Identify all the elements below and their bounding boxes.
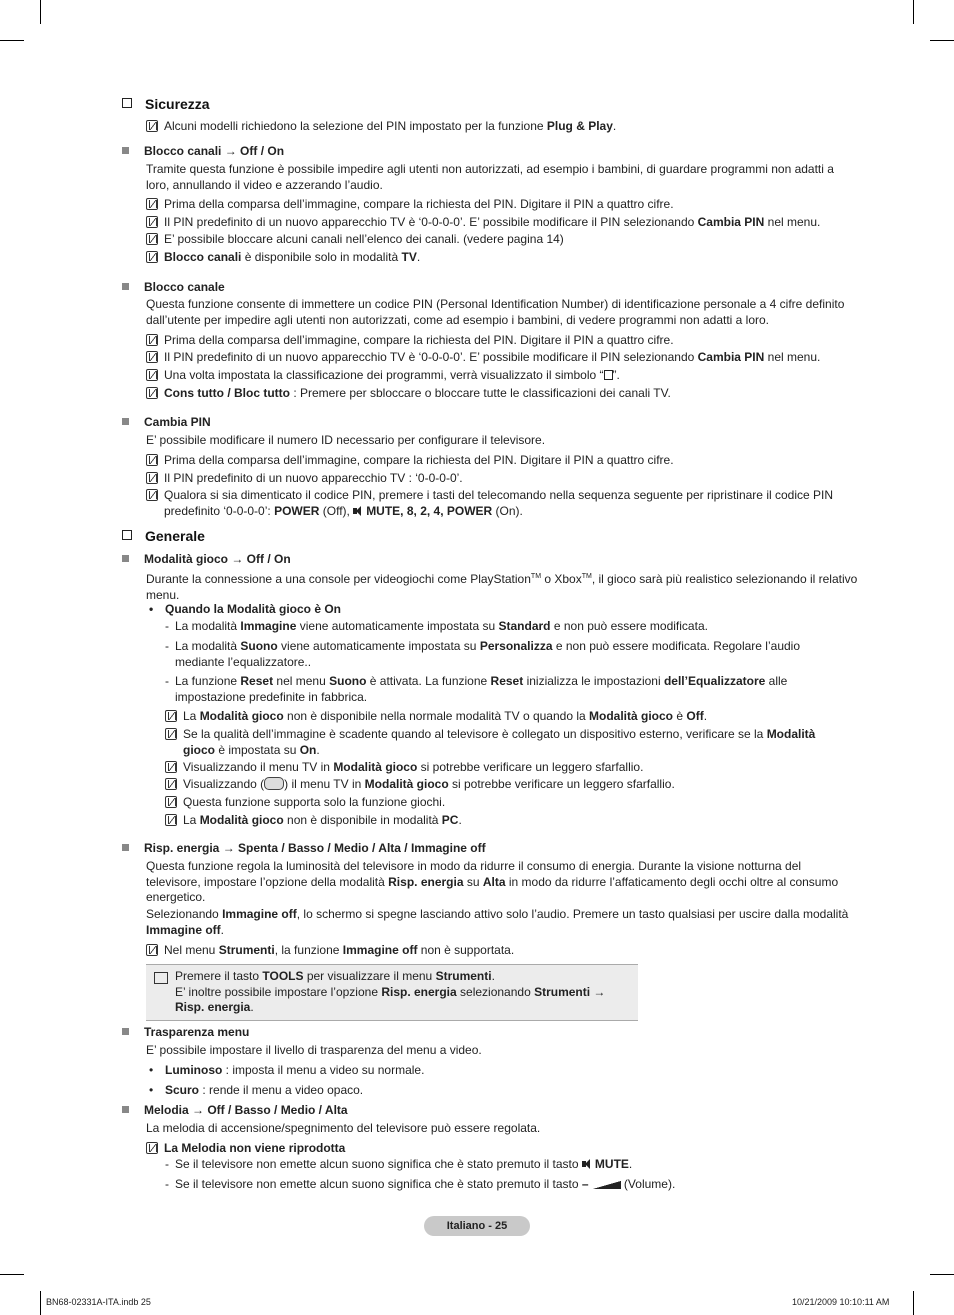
note: Alcuni modelli richiedono la selezione del PIN impostato per la funzione Plug & Play. bbox=[146, 119, 858, 135]
note: Qualora si sia dimenticato il codice PIN, premere i tasti del telecomando nella sequenza seguente per ripristinare il codice PIN predefinito ‘0-0-0-0’: POWER (Off), MUTE, 8, 2, 4, POWER (On). bbox=[146, 488, 858, 519]
tools-tip-text: Premere il tasto TOOLS per visualizzare il menu Strumenti. E’ inoltre possibile impostare l’opzione Risp. energia selezionando Strumenti → Risp. energia. bbox=[175, 969, 606, 1015]
note-icon bbox=[165, 814, 177, 826]
description: La melodia di accensione/spegnimento del televisore può essere regolata. bbox=[146, 1121, 541, 1135]
subsection-title-cambia-pin: Cambia PIN bbox=[122, 415, 211, 430]
crop-mark bbox=[40, 1291, 41, 1315]
note-icon bbox=[146, 1142, 158, 1154]
crop-mark bbox=[930, 1274, 954, 1275]
dash-item: - Se il televisore non emette alcun suono significa che è stato premuto il tasto – (Volume). bbox=[165, 1177, 845, 1193]
note-icon bbox=[165, 796, 177, 808]
dash-item: - La funzione Reset nel menu Suono è attivata. La funzione Reset inizializza le impostazioni dell’Equalizzatore alle impostazione predefinite in fabbrica. bbox=[165, 674, 845, 705]
note-icon bbox=[146, 334, 158, 346]
note-icon bbox=[146, 216, 158, 228]
bullet-item: • Quando la Modalità gioco è On bbox=[149, 602, 849, 618]
note: Il PIN predefinito di un nuovo apparecchio TV è ‘0-0-0-0’. E’ possibile modificare il PIN selezionando Cambia PIN nel menu. bbox=[146, 350, 858, 366]
note-icon bbox=[165, 728, 177, 740]
description: Questa funzione regola la luminosità del televisore in modo da ridurre il consumo di energia. Durante la visione notturna del televisore, impostare l’opzione della modalità Risp. energia su Alta in modo da ridurre l’affaticamento degli occhi oltre al consumo energetico. bbox=[146, 859, 839, 905]
crop-mark bbox=[913, 0, 914, 24]
note: La Melodia non viene riprodotta bbox=[146, 1141, 858, 1157]
subsection-title-modalita-gioco: Modalità gioco → Off / On bbox=[122, 552, 291, 567]
lock-icon bbox=[604, 370, 613, 380]
note-icon bbox=[146, 454, 158, 466]
dash-item: - Se il televisore non emette alcun suono significa che è stato premuto il tasto MUTE. bbox=[165, 1157, 845, 1173]
print-datetime: 10/21/2009 10:10:11 AM bbox=[792, 1297, 890, 1307]
note: E’ possibile bloccare alcuni canali nell’elenco dei canali. (vedere pagina 14) bbox=[146, 232, 858, 248]
note: Il PIN predefinito di un nuovo apparecchio TV è ‘0-0-0-0’. E’ possibile modificare il PIN selezionando Cambia PIN nel menu. bbox=[146, 215, 858, 231]
volume-icon bbox=[593, 1181, 621, 1189]
note-icon bbox=[146, 369, 158, 381]
tools-tip-box bbox=[146, 964, 638, 1021]
dash-item: - La modalità Suono viene automaticamente impostata su Personalizza e non può essere modificata. Regolare l’audio mediante l’equalizzatore.. bbox=[165, 639, 845, 670]
page-number: Italiano - 25 bbox=[424, 1216, 530, 1236]
note-icon bbox=[146, 489, 158, 501]
note-icon bbox=[146, 944, 158, 956]
subsection-title-blocco-canali: Blocco canali → Off / On bbox=[122, 144, 284, 159]
note: Questa funzione supporta solo la funzione giochi. bbox=[165, 795, 845, 811]
bullet-item: • Scuro : rende il menu a video opaco. bbox=[149, 1083, 849, 1099]
description: Tramite questa funzione è possibile impedire agli utenti non autorizzati, ad esempio i bambini, di guardare programmi non adatti a loro, annullando il video e azzerando l’audio. bbox=[146, 162, 834, 192]
note: La Modalità gioco non è disponibile in modalità PC. bbox=[165, 813, 845, 829]
note: Prima della comparsa dell’immagine, compare la richiesta del PIN. Digitare il PIN a quattro cifre. bbox=[146, 197, 858, 213]
note-icon bbox=[146, 351, 158, 363]
note-icon bbox=[146, 198, 158, 210]
note: Blocco canali è disponibile solo in modalità TV. bbox=[146, 250, 858, 266]
description: E’ possibile impostare il livello di trasparenza del menu a video. bbox=[146, 1043, 482, 1057]
note-icon bbox=[165, 710, 177, 722]
crop-mark bbox=[40, 0, 41, 24]
subsection-title-trasparenza: Trasparenza menu bbox=[122, 1025, 249, 1040]
section-title-sicurezza: Sicurezza bbox=[122, 95, 210, 113]
note: Prima della comparsa dell’immagine, compare la richiesta del PIN. Digitare il PIN a quattro cifre. bbox=[146, 453, 858, 469]
crop-mark bbox=[0, 1274, 24, 1275]
description: E’ possibile modificare il numero ID necessario per configurare il televisore. bbox=[146, 433, 546, 447]
note: Prima della comparsa dell’immagine, compare la richiesta del PIN. Digitare il PIN a quattro cifre. bbox=[146, 333, 858, 349]
note: Visualizzando ( ) il menu TV in Modalità gioco si potrebbe verificare un leggero sfarfallio. bbox=[165, 777, 845, 793]
note: Nel menu Strumenti, la funzione Immagine off non è supportata. bbox=[146, 943, 858, 959]
file-info: BN68-02331A-ITA.indb 25 bbox=[46, 1297, 151, 1307]
note-icon bbox=[146, 120, 158, 132]
note-icon bbox=[165, 761, 177, 773]
bullet-item: • Luminoso : imposta il menu a video su normale. bbox=[149, 1063, 849, 1079]
note: Visualizzando il menu TV in Modalità gioco si potrebbe verificare un leggero sfarfallio. bbox=[165, 760, 845, 776]
note-icon bbox=[146, 233, 158, 245]
subsection-title-risp-energia: Risp. energia → Spenta / Basso / Medio / Alta / Immagine off bbox=[122, 841, 486, 856]
crop-mark bbox=[930, 40, 954, 41]
note: Se la qualità dell’immagine è scadente quando al televisore è collegato un dispositivo esterno, verificare se la Modalità gioco è impostata su On. bbox=[165, 727, 845, 758]
description: Questa funzione consente di immettere un codice PIN (Personal Identification Number) di identificazione personale a 4 cifre definito dall’utente per impedire agli utenti non autorizzati, come ad esempio i bambini, di vedere programmi non adatti a loro. bbox=[146, 297, 845, 327]
note-icon bbox=[146, 387, 158, 399]
note: La Modalità gioco non è disponibile nella normale modalità TV o quando la Modalità gioco è Off. bbox=[165, 709, 845, 725]
dash-item: - La modalità Immagine viene automaticamente impostata su Standard e non può essere modificata. bbox=[165, 619, 845, 635]
section-title-generale: Generale bbox=[122, 527, 205, 545]
note: Il PIN predefinito di un nuovo apparecchio TV : ‘0-0-0-0’. bbox=[146, 471, 858, 487]
subsection-title-blocco-canale: Blocco canale bbox=[122, 280, 225, 295]
description: Selezionando Immagine off, lo schermo si spegne lasciando attivo solo l’audio. Premere un tasto qualsiasi per uscire dalla modalità Immagine off. bbox=[146, 907, 849, 937]
gamepad-icon bbox=[264, 777, 284, 790]
subsection-title-melodia: Melodia → Off / Basso / Medio / Alta bbox=[122, 1103, 348, 1118]
crop-mark bbox=[913, 1291, 914, 1315]
note-icon bbox=[146, 472, 158, 484]
note-icon bbox=[146, 251, 158, 263]
note: Una volta impostata la classificazione dei programmi, verrà visualizzato il simbolo “ ”. bbox=[146, 368, 858, 384]
crop-mark bbox=[0, 40, 24, 41]
mute-icon bbox=[582, 1159, 593, 1169]
tools-icon bbox=[154, 972, 168, 984]
note: Cons tutto / Bloc tutto : Premere per sbloccare o bloccare tutte le classificazioni dei canali TV. bbox=[146, 386, 858, 402]
note-icon bbox=[165, 778, 177, 790]
mute-icon bbox=[353, 506, 364, 516]
description: Durante la connessione a una console per videogiochi come PlayStation™ o Xbox™, il gioco sarà più realistico selezionando il relativo menu. bbox=[146, 572, 858, 602]
